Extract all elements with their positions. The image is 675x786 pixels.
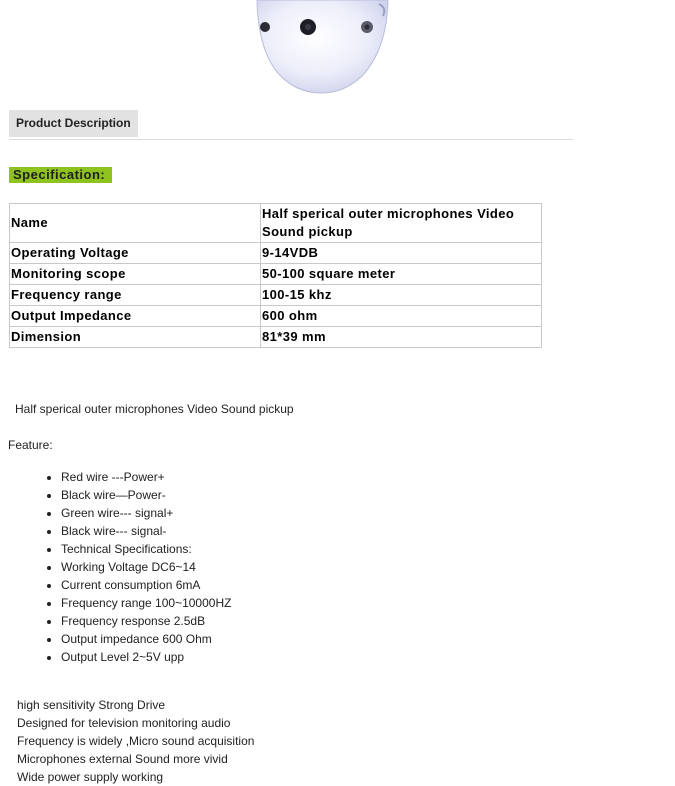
- table-row: [10, 204, 542, 243]
- list-item: • Frequency range 100~10000HZ: [61, 594, 231, 612]
- list-item: • Technical Specifications:: [61, 540, 231, 558]
- product-title: Half sperical outer microphones Video Sound pickup: [15, 402, 294, 416]
- list-item: • Green wire--- signal+: [61, 504, 231, 522]
- spec-key: Operating Voltage: [10, 243, 261, 264]
- table-row: [10, 264, 542, 285]
- table-row: [10, 285, 542, 306]
- table-row: [10, 327, 542, 348]
- highlight-line: Wide power supply working: [17, 770, 164, 784]
- spec-key: Name: [10, 204, 261, 243]
- list-item: • Black wire—Power-: [61, 486, 231, 504]
- specification-heading: Specification:: [9, 167, 112, 183]
- highlights: [17, 696, 254, 786]
- tab-bar: [9, 110, 573, 140]
- specification-table: [9, 203, 542, 348]
- list-item: • Black wire--- signal-: [61, 522, 231, 540]
- list-item: • Frequency response 2.5dB: [61, 612, 231, 630]
- spec-key: Dimension: [10, 327, 261, 348]
- list-item: • Output Level 2~5V upp: [61, 648, 231, 666]
- highlight-line: Microphones external Sound more vivid: [17, 752, 228, 766]
- highlight-line: Designed for television monitoring audio: [17, 716, 231, 730]
- highlight-line: Frequency is widely ,Micro sound acquisition: [17, 734, 255, 748]
- spec-value: 81*39 mm: [261, 327, 542, 348]
- feature-list: [47, 468, 231, 666]
- highlight-line: high sensitivity Strong Drive: [17, 698, 166, 712]
- spec-value: 600 ohm: [261, 306, 542, 327]
- tab-product-description[interactable]: Product Description: [9, 110, 138, 137]
- list-item: • Output impedance 600 Ohm: [61, 630, 231, 648]
- list-item: • Red wire ---Power+: [61, 468, 231, 486]
- microphone-image: [255, 0, 390, 95]
- table-row: [10, 306, 542, 327]
- spec-key: Output Impedance: [10, 306, 261, 327]
- table-row: [10, 243, 542, 264]
- list-item: • Current consumption 6mA: [61, 576, 231, 594]
- spec-key: Frequency range: [10, 285, 261, 306]
- list-item: • Working Voltage DC6~14: [61, 558, 231, 576]
- spec-value: Half sperical outer microphones Video Sound pickup: [261, 204, 542, 243]
- spec-value: 50-100 square meter: [261, 264, 542, 285]
- spec-key: Monitoring scope: [10, 264, 261, 285]
- spec-value: 9-14VDB: [261, 243, 542, 264]
- spec-value: 100-15 khz: [261, 285, 542, 306]
- feature-label: Feature:: [8, 438, 53, 452]
